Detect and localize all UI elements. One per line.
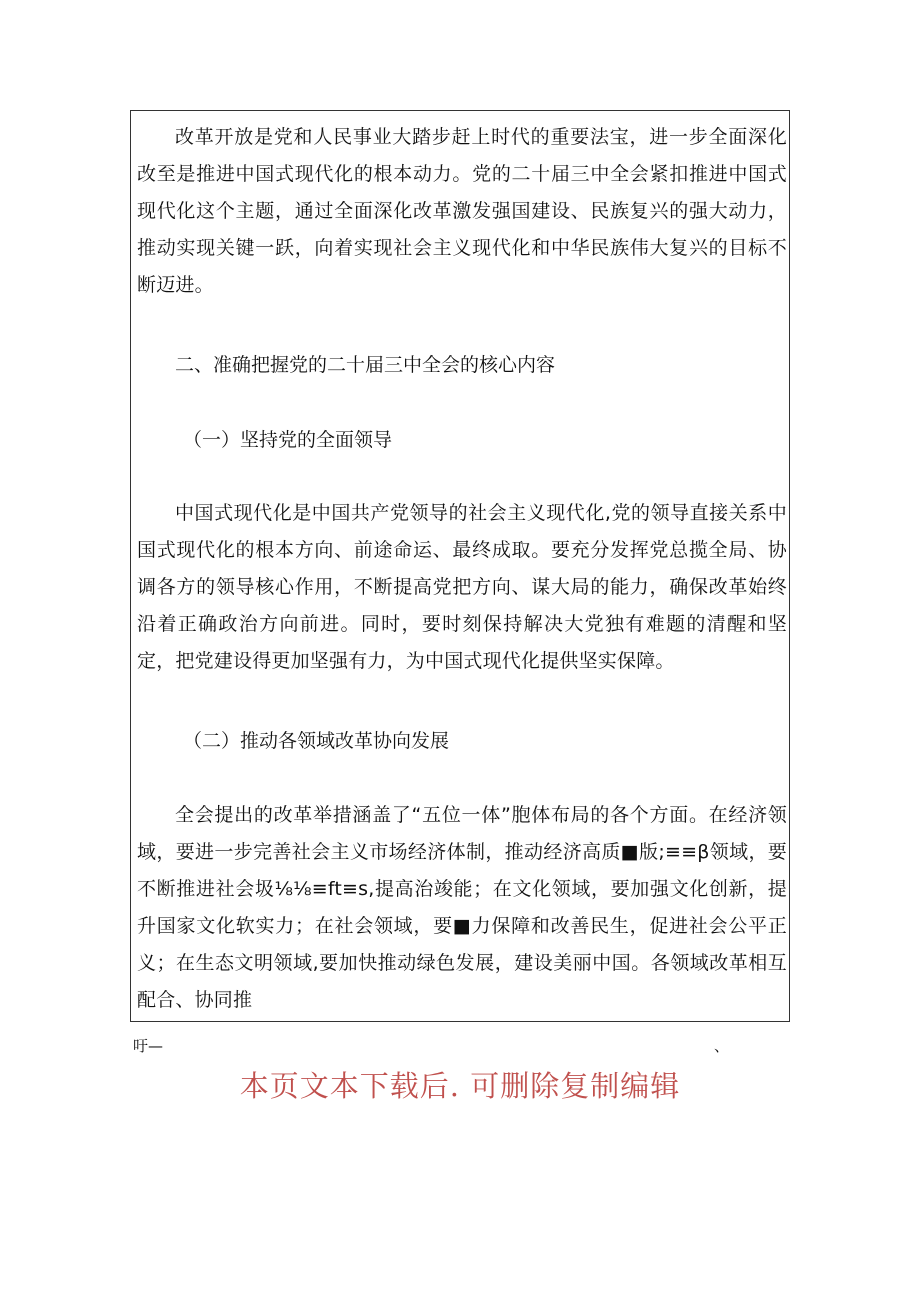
subsection-2-heading: （二）推动各领域改革协向发展 [183,730,450,752]
footer-left-fragment: 吁— [133,1037,164,1055]
subsection-1-body: 中国式现代化是中国共产党领导的社会主义现代化,党的领导直接关系中国式现代化的根本方向、前途命运、最终成取。要充分发挥党总揽全局、协调各方的领导核心作用，不断提高党把方向、谋大局的能力，确保改革始终沿着正确政治方向前进。同时，要时刻保持解决大党独有难题的清醒和坚定，把党建设得更加坚强有力，为中国式现代化提供坚实保障。 [137,502,787,672]
edit-notice: 本页文本下载后. 可删除复制编辑 [239,1069,681,1103]
section-heading: 二、准确把握党的二十届三中全会的核心内容 [175,354,556,376]
footer-right-fragment: 、 [714,1037,730,1055]
subsection-2-body: 全会提出的改革举措涵盖了“五位一体”胞体布局的各个方面。在经济领域，要进一步完善社会主义市场经济体制，推动经济高质■版;≡≡β领域，要不断推进社会圾⅛⅛≡ft≡s,提高治竣能；在文化领域，要加强文化创新，提升国家文化软实力；在社会领域，要■力保障和改善民生，促进社会公平正义；在生态文明领域,要加快推动绿色发展，建设美丽中国。各领域改革相互配合、协同推 [137,804,787,1011]
document-frame [130,110,790,1022]
intro-paragraph: 改革开放是党和人民事业大踏步赶上时代的重要法宝，进一步全面深化改至是推进中国式现代化的根本动力。党的二十届三中全会紧扣推进中国式现代化这个主题，通过全面深化改革激发强国建设、民族复兴的强大动力，推动实现关键一跃，向着实现社会主义现代化和中华民族伟大复兴的目标不断迈进。 [137,126,787,296]
subsection-1-heading: （一）坚持党的全面领导 [183,429,393,451]
